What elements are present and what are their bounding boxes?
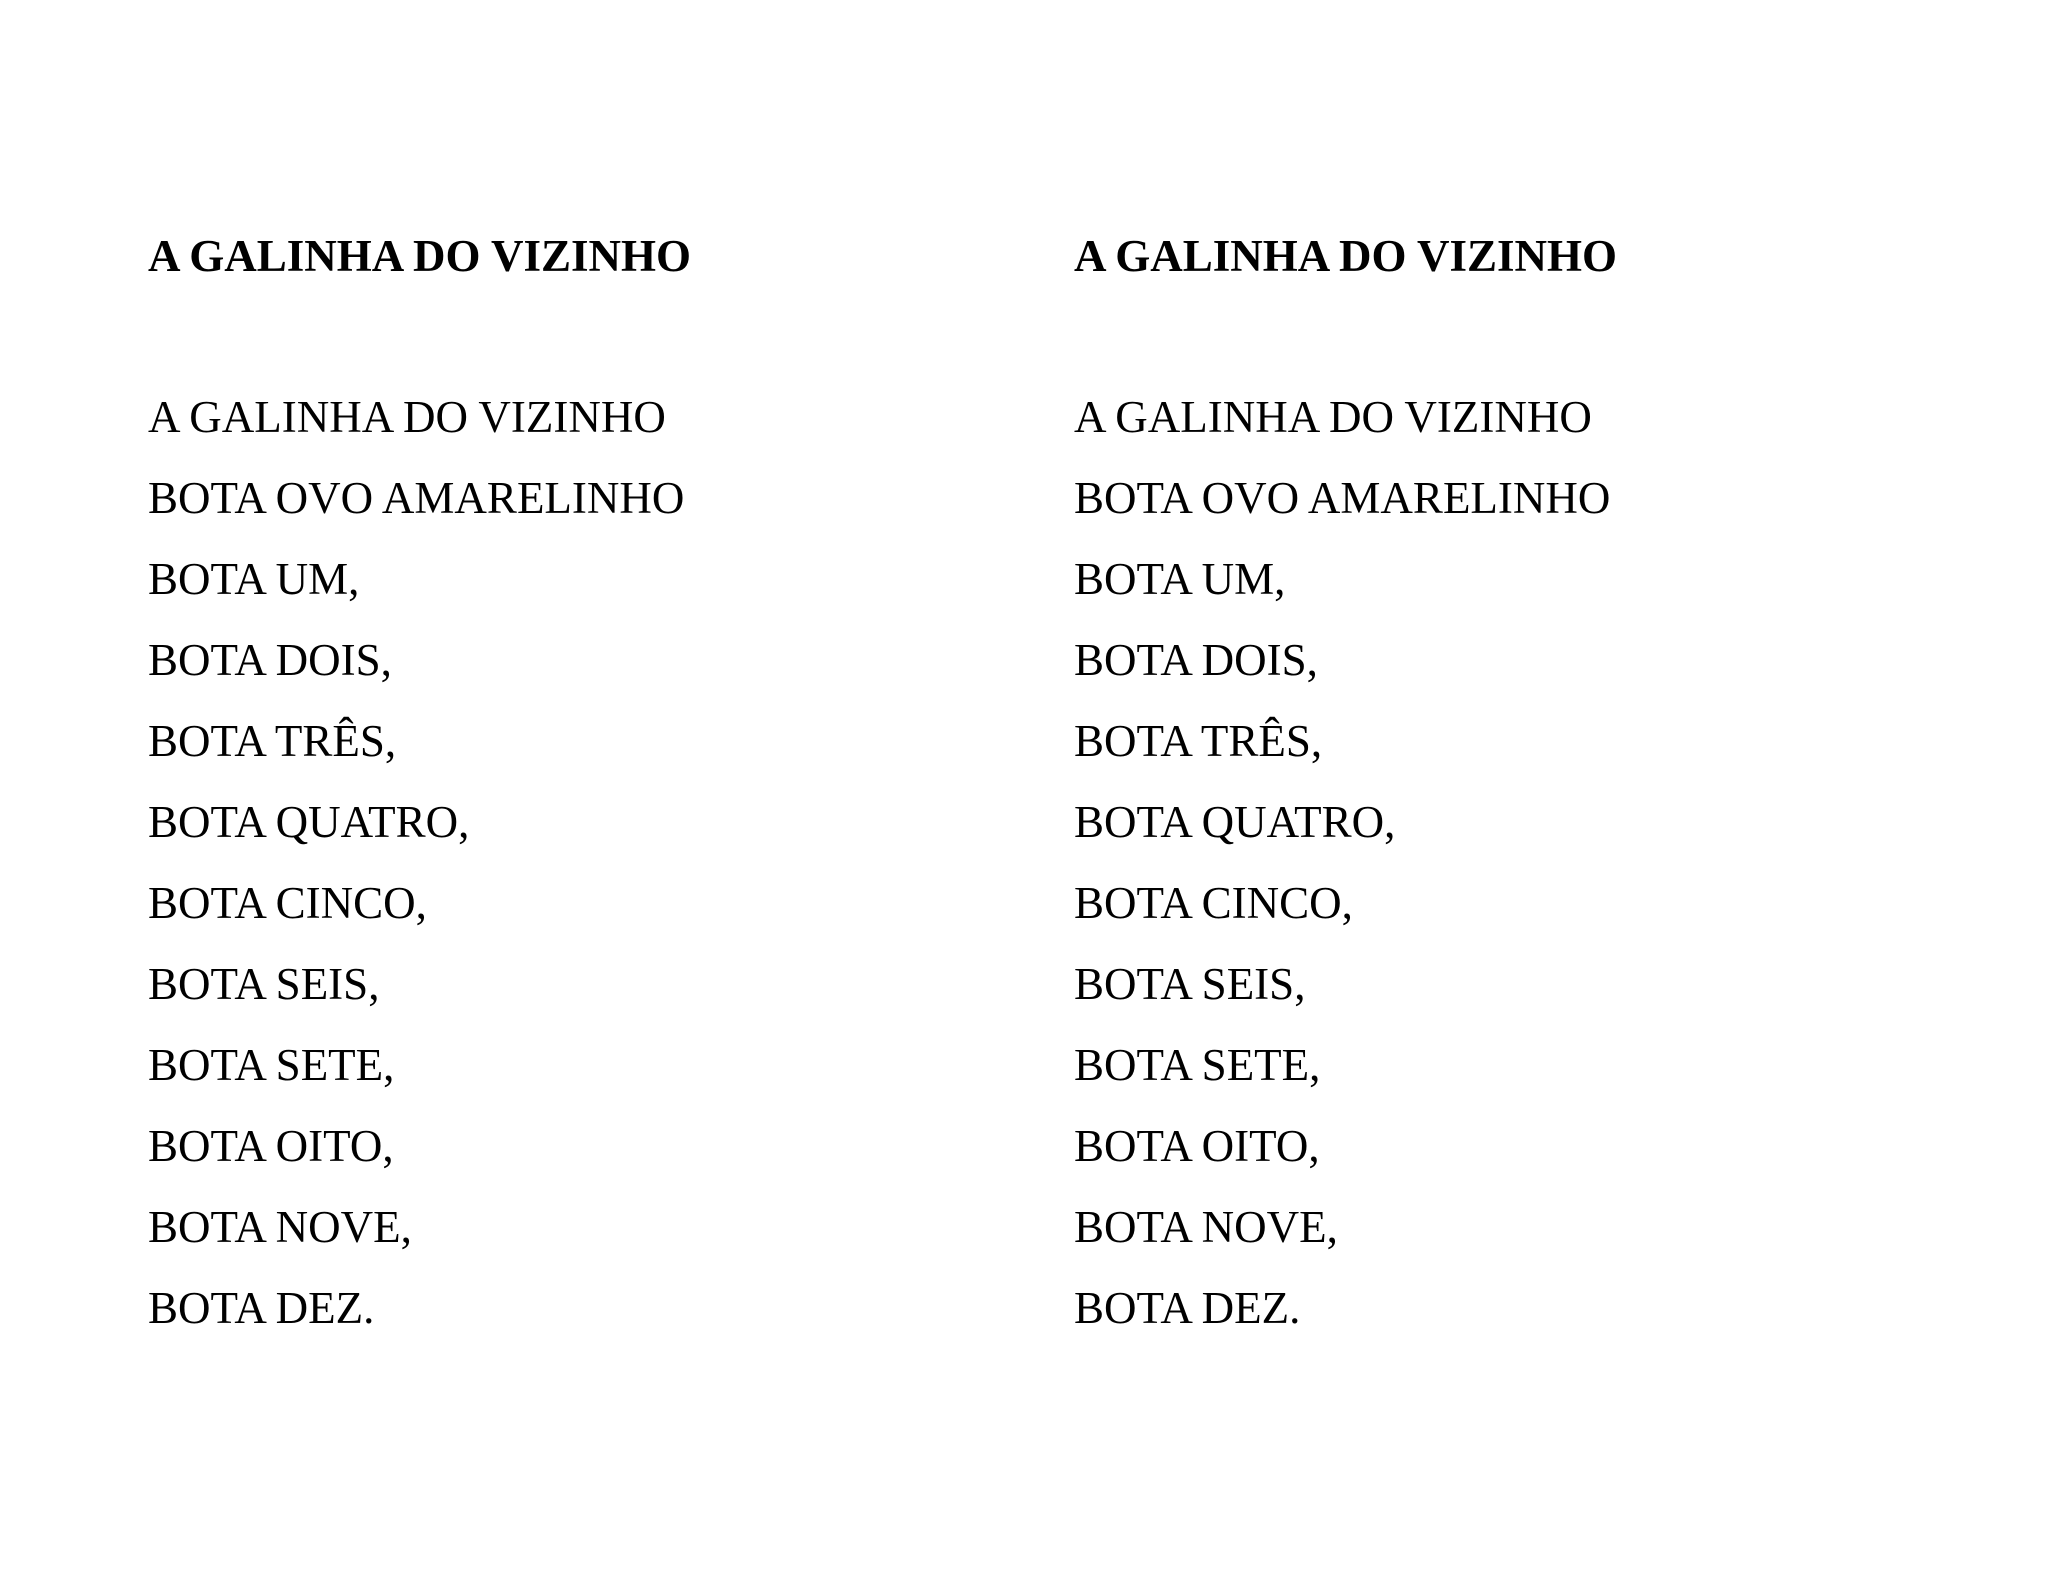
verse-line: BOTA SEIS, [148,959,380,1009]
verse-line: BOTA NOVE, [148,1202,412,1252]
verse-line: BOTA QUATRO, [148,797,470,847]
verse-line: BOTA TRÊS, [148,716,397,766]
verse-line: BOTA UM, [148,554,360,604]
verse-line: BOTA DOIS, [1074,635,1318,685]
poem-title: A GALINHA DO VIZINHO [1074,231,1618,281]
poem-verse [1074,387,1610,1359]
verse-line: BOTA QUATRO, [1074,797,1396,847]
verse-line: BOTA UM, [1074,554,1286,604]
verse-line: BOTA CINCO, [148,878,427,928]
verse-line: BOTA CINCO, [1074,878,1353,928]
verse-line: BOTA OVO AMARELINHO [1074,473,1611,523]
verse-line: BOTA DOIS, [148,635,392,685]
verse-line: BOTA OITO, [148,1121,394,1171]
verse-line: BOTA SETE, [148,1040,395,1090]
verse-line: A GALINHA DO VIZINHO [1074,392,1592,442]
verse-line: BOTA DEZ. [1074,1283,1301,1333]
verse-line: BOTA OITO, [1074,1121,1320,1171]
poem-title: A GALINHA DO VIZINHO [148,231,692,281]
verse-line: BOTA OVO AMARELINHO [148,473,685,523]
verse-line: BOTA NOVE, [1074,1202,1338,1252]
poem-verse [148,387,684,1359]
verse-line: BOTA DEZ. [148,1283,375,1333]
verse-line: BOTA SEIS, [1074,959,1306,1009]
verse-line: A GALINHA DO VIZINHO [148,392,666,442]
verse-line: BOTA SETE, [1074,1040,1321,1090]
verse-line: BOTA TRÊS, [1074,716,1323,766]
